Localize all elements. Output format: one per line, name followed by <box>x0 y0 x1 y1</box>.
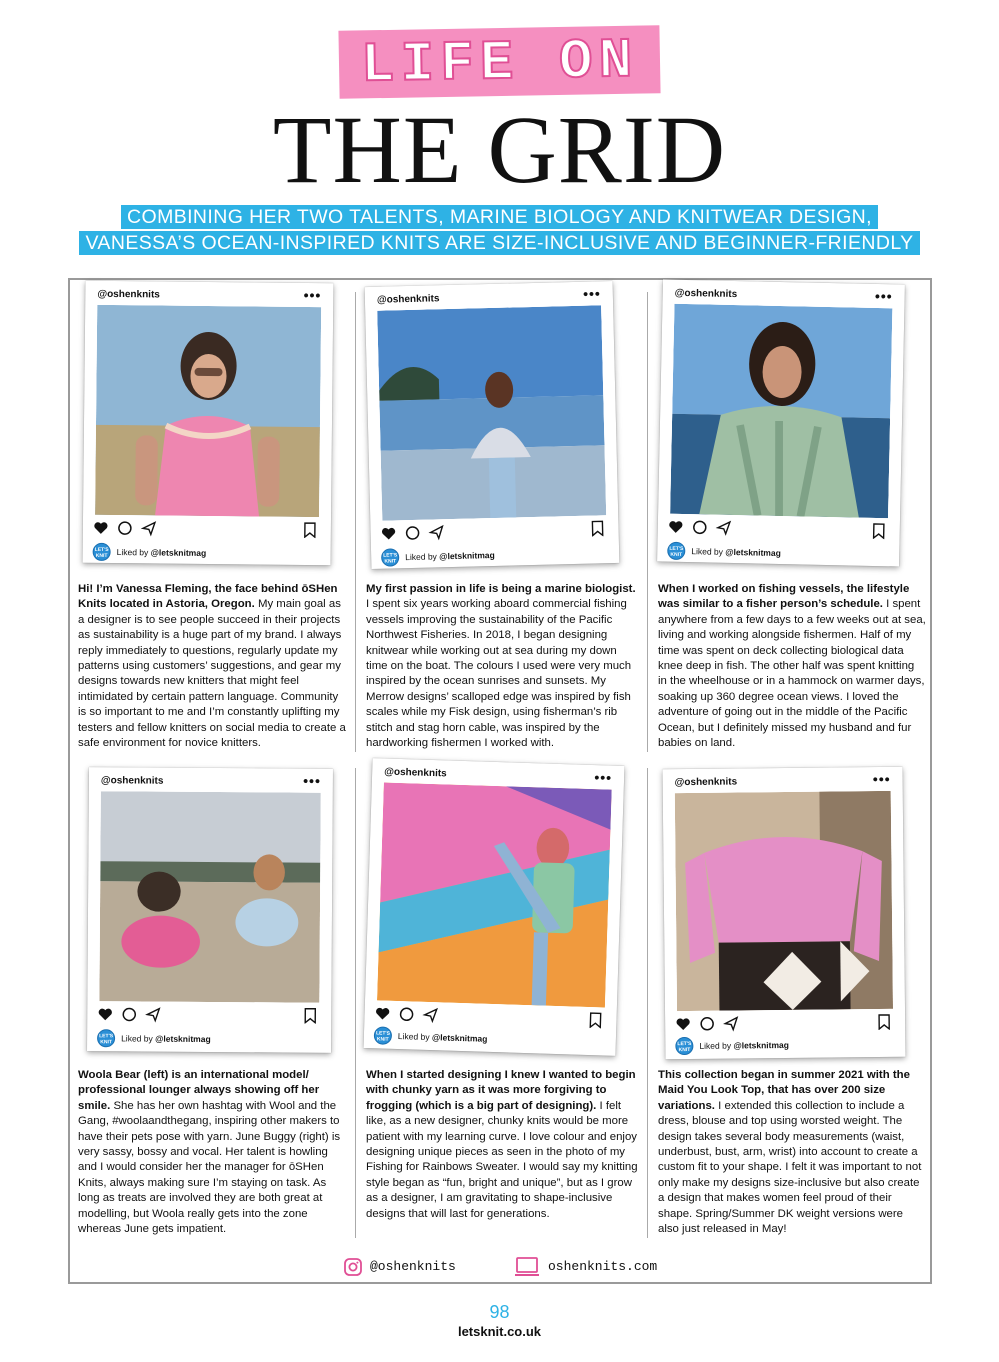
post-handle[interactable]: @oshenknits <box>97 288 160 301</box>
post-actions <box>374 1004 439 1024</box>
post-actions <box>675 1014 739 1033</box>
lets-knit-logo: LET'S KNIT <box>93 543 111 561</box>
liked-by-user[interactable]: @letsknitmag <box>439 549 495 562</box>
more-options-icon[interactable]: ••• <box>872 770 891 788</box>
page-title: THE GRID <box>272 96 727 203</box>
lets-knit-logo: LET'S KNIT <box>675 1037 693 1055</box>
instagram-post[interactable] <box>365 281 620 569</box>
post-handle[interactable]: @oshenknits <box>674 776 738 789</box>
liked-by-row <box>93 543 207 562</box>
paragraph-lead: Woola Bear (left) is an international model/ professional lounger always showing off her smile. <box>78 1069 320 1112</box>
more-options-icon[interactable]: ••• <box>594 769 613 786</box>
page-number: 98 <box>489 1302 510 1322</box>
paragraph-lead: My first passion in life is being a marine biologist. <box>366 583 636 595</box>
paragraph <box>658 1068 926 1237</box>
liked-by-user[interactable]: @letsknitmag <box>733 1039 789 1051</box>
liked-by-row <box>381 546 495 567</box>
comment-icon[interactable] <box>692 519 708 535</box>
article-box <box>68 278 932 1284</box>
liked-by-label: Liked by <box>397 1031 433 1043</box>
comment-icon[interactable] <box>699 1016 715 1032</box>
bookmark-icon[interactable] <box>877 1014 891 1030</box>
column-divider <box>355 768 356 1238</box>
instagram-post[interactable] <box>364 758 625 1056</box>
liked-by-label: Liked by <box>405 551 440 563</box>
paragraph <box>78 1068 348 1237</box>
website-link[interactable]: oshenknits.com <box>548 1259 658 1274</box>
heart-icon[interactable] <box>380 525 396 541</box>
post-handle[interactable]: @oshenknits <box>100 775 164 787</box>
lets-knit-logo: LET'S KNIT <box>97 1029 115 1047</box>
kicker-banner <box>0 28 999 96</box>
paragraph-lead: When I worked on fishing vessels, the lifestyle was similar to a fisher person’s schedule. <box>658 583 910 611</box>
share-icon[interactable] <box>422 1007 438 1023</box>
instagram-icon[interactable] <box>344 1258 362 1276</box>
standfirst <box>0 204 999 256</box>
more-options-icon[interactable]: ••• <box>303 772 321 789</box>
post-actions <box>668 518 732 537</box>
social-links <box>70 1256 934 1280</box>
liked-by-label: Liked by <box>691 546 726 557</box>
liked-by-user[interactable]: @letsknitmag <box>155 1033 211 1045</box>
kicker-text: LIFE ON <box>338 25 660 99</box>
liked-by-row <box>667 542 781 562</box>
comment-icon[interactable] <box>117 520 133 536</box>
heart-icon[interactable] <box>97 1006 113 1022</box>
lets-knit-logo: LET'S KNIT <box>381 548 399 566</box>
post-photo <box>377 782 612 1007</box>
comment-icon[interactable] <box>398 1006 414 1022</box>
column-divider <box>647 768 648 1238</box>
more-options-icon[interactable]: ••• <box>303 286 322 304</box>
post-actions <box>93 519 157 538</box>
post-actions <box>380 523 444 543</box>
paragraph-body: I felt like, as a new designer, chunky knits would be more patient with my learning curve. I love colour and enjoy designing unique pieces as seen in the photo of my Fishing for Rainbows Sweater. I would say my knitting style began as “fun, bright and unique”, but as I grow as a designer, I am gravitating to shape-inclusive designs that will last for generations. <box>366 1099 638 1220</box>
standfirst-line-1: COMBINING HER TWO TALENTS, MARINE BIOLOGY AND KNITWEAR DESIGN, <box>121 205 878 229</box>
share-icon[interactable] <box>145 1007 161 1023</box>
post-handle[interactable]: @oshenknits <box>674 287 738 301</box>
bookmark-icon[interactable] <box>303 1008 317 1024</box>
more-options-icon[interactable]: ••• <box>874 287 893 305</box>
paragraph <box>78 582 348 751</box>
bookmark-icon[interactable] <box>588 1012 602 1028</box>
liked-by-user[interactable]: @letsknitmag <box>431 1032 488 1044</box>
site-url[interactable]: letsknit.co.uk <box>457 1324 542 1339</box>
post-photo <box>675 791 893 1011</box>
paragraph-lead: Hi! I’m Vanessa Fleming, the face behind ōSHen Knits located in Astoria, Oregon. <box>78 583 338 611</box>
more-options-icon[interactable]: ••• <box>582 285 602 302</box>
paragraph <box>366 1068 640 1222</box>
lets-knit-logo: LET'S KNIT <box>374 1026 393 1045</box>
heart-icon[interactable] <box>675 1016 691 1032</box>
post-actions <box>97 1005 161 1023</box>
standfirst-line-2: VANESSA’S OCEAN-INSPIRED KNITS ARE SIZE-INCLUSIVE AND BEGINNER-FRIENDLY <box>79 231 919 255</box>
paragraph-body: I spent anywhere from a few days to a few weeks out at sea, living and working alongside fishermen. Half of my time was spent on deck collecting biological data knee deep in fish. The other half was spent knitting in the wheelhouse or in a hammock on warmer days, soaking up 360 degree ocean views. I loved the adventure of going out in the middle of the Pacific Ocean, but I definitely missed my husband and fur babies on land. <box>658 598 926 750</box>
column-divider <box>647 292 648 752</box>
instagram-link[interactable]: @oshenknits <box>370 1259 456 1274</box>
post-photo <box>99 791 320 1003</box>
liked-by-label: Liked by <box>121 1033 156 1044</box>
heart-icon[interactable] <box>374 1005 390 1021</box>
paragraph <box>366 582 640 751</box>
paragraph-body: I spent six years working aboard commercial fishing vessels improving the sustainability of the Pacific Northwest Fisheries. In 2018, I began designing knitwear while working out at sea during my down time on the boat. The colours I used were very much inspired by the ocean sunrises and sunsets. My Merrow designs’ scalloped edge was inspired by fish scales while my Fisk design, using fisherman’s rib stitch and stag horn cable, was inspired by the hardworking fishermen I worked with. <box>366 598 632 750</box>
instagram-post[interactable] <box>83 281 334 566</box>
share-icon[interactable] <box>428 524 444 540</box>
comment-icon[interactable] <box>404 525 420 541</box>
liked-by-row <box>97 1029 211 1048</box>
paragraph-lead: When I started designing I knew I wanted to begin with chunky yarn as it was more forgiving to frogging (which is a big part of designing). <box>366 1069 636 1112</box>
post-photo <box>95 305 321 517</box>
liked-by-row <box>374 1026 488 1048</box>
post-photo <box>670 304 892 519</box>
comment-icon[interactable] <box>121 1006 137 1022</box>
paragraph <box>658 582 926 751</box>
paragraph-body: I extended this collection to include a dress, blouse and top using worsted weight. The design takes several body measurements (waist, underbust, bust, arm, wrist) into account to create a custom fit to your shape. I felt it was important to not only make my designs size-inclusive but also create a design that makes women feel proud of their shape. Spring/Summer DK weight versions were also just released in May! <box>658 1099 922 1236</box>
paragraph-lead: This collection began in summer 2021 with the Maid You Look Top, that has over 200 size variations. <box>658 1069 910 1112</box>
post-photo <box>377 305 606 520</box>
post-handle[interactable]: @oshenknits <box>384 766 447 780</box>
bookmark-icon[interactable] <box>590 520 604 536</box>
paragraph-body: My main goal as a designer is to see people succeed in their projects as sustainability is a huge part of my brand. I always reply immediately to questions, regularly update my patterns using customers’ suggestions, and gear my designs towards new knitters that might feel intimidated by certain pattern language. Community is so important to me and I’m constantly uplifting my testers and fellow knitters on social media to create a safe environment for novice knitters. <box>78 598 346 750</box>
liked-by-user[interactable]: @letsknitmag <box>725 546 781 559</box>
lets-knit-logo: LET'S KNIT <box>667 542 685 560</box>
liked-by-label: Liked by <box>699 1040 734 1051</box>
bookmark-icon[interactable] <box>303 522 317 538</box>
share-icon[interactable] <box>141 520 157 536</box>
liked-by-row <box>675 1036 789 1055</box>
liked-by-label: Liked by <box>116 547 151 558</box>
laptop-icon[interactable] <box>514 1256 540 1278</box>
instagram-post[interactable] <box>657 279 905 566</box>
heart-icon[interactable] <box>93 520 109 536</box>
instagram-post[interactable] <box>662 767 905 1059</box>
share-icon[interactable] <box>723 1015 739 1031</box>
column-divider <box>355 292 356 752</box>
heart-icon[interactable] <box>668 519 684 535</box>
instagram-post[interactable] <box>87 767 333 1053</box>
bookmark-icon[interactable] <box>872 523 886 539</box>
paragraph-body: She has her own hashtag with Wool and the Gang, #woolaandthegang, inspiring other makers to have their pets pose with yarn. June Buggy (right) is very sassy, bossy and vocal. Her talent is howling and I would consider her the manager for ōSHen Knits, always making sure I’m staying on task. As long as treats are involved they are both great at modelling, but Woola really gets into the zone whereas June gets impatient. <box>78 1099 341 1236</box>
share-icon[interactable] <box>716 520 732 536</box>
liked-by-user[interactable]: @letsknitmag <box>150 547 207 558</box>
post-handle[interactable]: @oshenknits <box>376 293 440 306</box>
